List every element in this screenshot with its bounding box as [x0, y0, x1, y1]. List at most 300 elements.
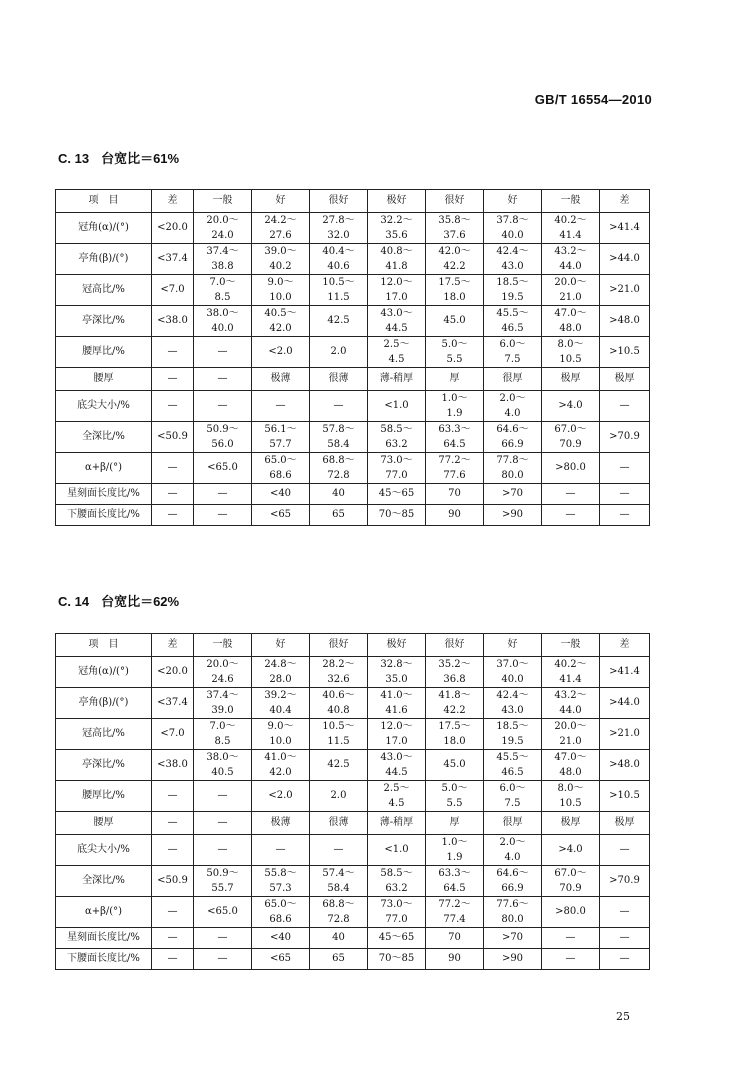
table-cell [368, 897, 426, 928]
header-cell: 很好 [310, 190, 368, 213]
table-cell [194, 688, 252, 719]
header-row [56, 190, 650, 213]
range-start: 2.0～ [499, 393, 526, 404]
range-start: 40.8～ [380, 246, 413, 257]
range-start: 12.0～ [380, 277, 413, 288]
row-label: 亭深比/% [56, 306, 152, 337]
table-cell: <37.4 [152, 244, 194, 275]
table-cell: 2.0 [310, 781, 368, 812]
table-cell [426, 866, 484, 897]
table-cell [368, 781, 426, 812]
section-heading-c13 [58, 148, 179, 167]
table-row [56, 484, 650, 505]
table-cell [426, 897, 484, 928]
range-end: 72.8 [327, 470, 350, 481]
table-cell: >10.5 [600, 781, 650, 812]
table-cell [542, 422, 600, 453]
table-cell: — [194, 928, 252, 949]
range-start: 5.0～ [441, 339, 468, 350]
table-cell [426, 275, 484, 306]
table-cell [310, 422, 368, 453]
table-cell: 70～85 [368, 505, 426, 526]
table-row [56, 928, 650, 949]
table-cell: 很薄 [310, 368, 368, 391]
table-cell: >21.0 [600, 719, 650, 750]
table-cell: 2.0 [310, 337, 368, 368]
table-cell [310, 866, 368, 897]
table-row [56, 657, 650, 688]
range-end: 40.8 [327, 705, 350, 716]
header-cell: 一般 [194, 190, 252, 213]
table-cell: — [542, 949, 600, 970]
table-cell [426, 453, 484, 484]
table-cell: — [152, 391, 194, 422]
range-end: 64.5 [443, 439, 466, 450]
table-cell [310, 897, 368, 928]
table-cell: 45.0 [426, 750, 484, 781]
range-start: 42.0～ [438, 246, 471, 257]
range-end: 80.0 [501, 470, 524, 481]
range-start: 41.0～ [380, 690, 413, 701]
table-cell [426, 781, 484, 812]
table-cell: — [152, 835, 194, 866]
range-end: 38.8 [211, 261, 234, 272]
row-label: 下腰面长度比/% [56, 949, 152, 970]
range-end: 39.0 [211, 705, 234, 716]
header-cell: 很好 [426, 190, 484, 213]
table-cell [542, 275, 600, 306]
row-label: 亭深比/% [56, 750, 152, 781]
table-cell: <65 [252, 949, 310, 970]
range-end: 43.0 [501, 705, 524, 716]
table-cell: >10.5 [600, 337, 650, 368]
header-cell: 好 [484, 190, 542, 213]
row-label: α+β/(°) [56, 453, 152, 484]
table-cell [542, 781, 600, 812]
range-end: 41.6 [385, 705, 408, 716]
range-start: 63.3～ [438, 424, 471, 435]
range-end: 19.5 [501, 736, 524, 747]
table-cell [252, 866, 310, 897]
range-end: 63.2 [385, 439, 408, 450]
table-cell [252, 453, 310, 484]
table-cell [194, 657, 252, 688]
range-start: 5.0～ [441, 783, 468, 794]
table-cell [368, 453, 426, 484]
table-cell [426, 391, 484, 422]
range-start: 1.0～ [441, 837, 468, 848]
table-cell: — [152, 897, 194, 928]
range-end: 37.6 [443, 230, 466, 241]
range-end: 57.3 [269, 883, 292, 894]
table-row [56, 306, 650, 337]
range-start: 42.4～ [496, 690, 529, 701]
table-cell: 70～85 [368, 949, 426, 970]
table-cell: 40 [310, 928, 368, 949]
range-end: 56.0 [211, 439, 234, 450]
row-label: 亭角(β)/(°) [56, 688, 152, 719]
table-cell: <2.0 [252, 337, 310, 368]
table-cell: 厚 [426, 812, 484, 835]
table-cell [542, 213, 600, 244]
range-start: 2.0～ [499, 837, 526, 848]
table-cell: — [194, 368, 252, 391]
section-title: 台宽比＝61% [101, 151, 180, 166]
range-end: 40.4 [269, 705, 292, 716]
range-start: 57.4～ [322, 868, 355, 879]
table-cell: — [600, 949, 650, 970]
range-end: 40.0 [501, 674, 524, 685]
table-cell: >41.4 [600, 213, 650, 244]
header-cell: 很好 [426, 634, 484, 657]
header-cell: 项 目 [56, 634, 152, 657]
table-row [56, 453, 650, 484]
table-cell: <20.0 [152, 213, 194, 244]
table-cell: >41.4 [600, 657, 650, 688]
range-end: 10.5 [559, 798, 582, 809]
range-start: 24.8～ [264, 659, 297, 670]
range-start: 37.0～ [496, 659, 529, 670]
range-end: 35.0 [385, 674, 408, 685]
table-cell: — [600, 453, 650, 484]
range-end: 55.7 [211, 883, 234, 894]
table-row [56, 368, 650, 391]
table-cell: — [252, 391, 310, 422]
table-cell [252, 897, 310, 928]
table-cell: — [194, 949, 252, 970]
range-end: 40.5 [211, 767, 234, 778]
table-cell: <65.0 [194, 897, 252, 928]
range-start: 37.4～ [206, 690, 239, 701]
table-cell [368, 275, 426, 306]
table-cell [368, 719, 426, 750]
range-end: 24.0 [211, 230, 234, 241]
range-start: 45.5～ [496, 752, 529, 763]
table-cell [310, 213, 368, 244]
table-cell [426, 719, 484, 750]
row-label: 冠角(α)/(°) [56, 657, 152, 688]
table-cell: 65 [310, 949, 368, 970]
table-cell: <38.0 [152, 306, 194, 337]
table-cell: <40 [252, 484, 310, 505]
table-cell: >48.0 [600, 750, 650, 781]
table-cell: >70 [484, 928, 542, 949]
row-label: 腰厚比/% [56, 337, 152, 368]
table-cell [194, 213, 252, 244]
header-cell: 差 [600, 634, 650, 657]
range-start: 37.8～ [496, 215, 529, 226]
range-end: 27.6 [269, 230, 292, 241]
range-end: 40.2 [269, 261, 292, 272]
table-cell: — [194, 391, 252, 422]
table-cell [484, 781, 542, 812]
range-end: 68.6 [269, 470, 292, 481]
range-start: 58.5～ [380, 424, 413, 435]
table-cell: — [194, 484, 252, 505]
range-start: 24.2～ [264, 215, 297, 226]
range-end: 21.0 [559, 292, 582, 303]
table-cell [484, 750, 542, 781]
table-cell [484, 453, 542, 484]
range-start: 40.2～ [554, 215, 587, 226]
table-row [56, 949, 650, 970]
table-cell: 很厚 [484, 368, 542, 391]
table-cell: 45～65 [368, 484, 426, 505]
range-start: 10.5～ [322, 277, 355, 288]
table-cell: >70.9 [600, 422, 650, 453]
range-end: 46.5 [501, 323, 524, 334]
table-cell: 极厚 [542, 812, 600, 835]
range-start: 17.5～ [438, 721, 471, 732]
table-cell: — [194, 835, 252, 866]
range-start: 39.0～ [264, 246, 297, 257]
range-end: 42.2 [443, 705, 466, 716]
table-cell: 90 [426, 949, 484, 970]
range-end: 57.7 [269, 439, 292, 450]
row-label: 腰厚 [56, 812, 152, 835]
range-start: 47.0～ [554, 752, 587, 763]
range-start: 77.2～ [438, 455, 471, 466]
header-cell: 差 [152, 190, 194, 213]
table-cell: 42.5 [310, 306, 368, 337]
range-start: 35.2～ [438, 659, 471, 670]
table-cell [484, 213, 542, 244]
range-end: 58.4 [327, 883, 350, 894]
table-cell: — [542, 484, 600, 505]
range-start: 17.5～ [438, 277, 471, 288]
range-end: 1.9 [446, 408, 463, 419]
table-cell [310, 688, 368, 719]
range-start: 38.0～ [206, 308, 239, 319]
range-end: 42.0 [269, 767, 292, 778]
table-cell: <7.0 [152, 275, 194, 306]
table-row [56, 391, 650, 422]
grading-table-c13 [55, 189, 650, 526]
table-cell [194, 244, 252, 275]
table-row [56, 781, 650, 812]
table-row [56, 505, 650, 526]
range-end: 58.4 [327, 439, 350, 450]
range-end: 66.9 [501, 883, 524, 894]
table-cell: 极薄 [252, 812, 310, 835]
range-start: 40.5～ [264, 308, 297, 319]
range-end: 63.2 [385, 883, 408, 894]
table-cell: 90 [426, 505, 484, 526]
table-cell [368, 866, 426, 897]
table-cell [484, 244, 542, 275]
table-cell: 45.0 [426, 306, 484, 337]
table-cell: — [152, 928, 194, 949]
table-cell [542, 719, 600, 750]
table-cell: 很厚 [484, 812, 542, 835]
range-end: 4.5 [388, 354, 405, 365]
table-cell: >70 [484, 484, 542, 505]
range-start: 39.2～ [264, 690, 297, 701]
header-cell: 一般 [542, 634, 600, 657]
row-label: 全深比/% [56, 422, 152, 453]
row-label: 底尖大小/% [56, 391, 152, 422]
table-row [56, 275, 650, 306]
row-label: 全深比/% [56, 866, 152, 897]
range-end: 4.0 [504, 852, 521, 863]
table-cell: 42.5 [310, 750, 368, 781]
range-start: 68.8～ [322, 455, 355, 466]
table-cell [194, 306, 252, 337]
section-heading-c14 [58, 591, 179, 610]
table-cell [310, 719, 368, 750]
table-cell: — [152, 337, 194, 368]
table-cell: — [152, 484, 194, 505]
range-start: 41.0～ [264, 752, 297, 763]
range-start: 18.5～ [496, 721, 529, 732]
table-row [56, 337, 650, 368]
range-end: 70.9 [559, 883, 582, 894]
table-cell [194, 422, 252, 453]
table-cell [484, 835, 542, 866]
range-end: 17.0 [385, 292, 408, 303]
range-start: 7.0～ [209, 721, 236, 732]
range-start: 42.4～ [496, 246, 529, 257]
range-start: 12.0～ [380, 721, 413, 732]
range-start: 40.4～ [322, 246, 355, 257]
range-start: 77.8～ [496, 455, 529, 466]
range-start: 73.0～ [380, 455, 413, 466]
range-end: 5.5 [446, 798, 463, 809]
row-label: 冠角(α)/(°) [56, 213, 152, 244]
table-cell [252, 719, 310, 750]
range-end: 35.6 [385, 230, 408, 241]
range-end: 68.6 [269, 914, 292, 925]
range-start: 63.3～ [438, 868, 471, 879]
table-row [56, 866, 650, 897]
range-end: 44.5 [385, 767, 408, 778]
range-end: 7.5 [504, 798, 521, 809]
range-end: 43.0 [501, 261, 524, 272]
range-end: 77.4 [443, 914, 466, 925]
table-cell [484, 422, 542, 453]
table-cell [484, 391, 542, 422]
table-cell: <50.9 [152, 866, 194, 897]
table-cell: 极厚 [542, 368, 600, 391]
table-cell: — [194, 781, 252, 812]
table-cell: — [194, 505, 252, 526]
range-end: 10.0 [269, 292, 292, 303]
range-end: 8.5 [214, 736, 231, 747]
range-end: 42.0 [269, 323, 292, 334]
range-start: 77.6～ [496, 899, 529, 910]
header-row [56, 634, 650, 657]
row-label: 冠高比/% [56, 719, 152, 750]
table-cell [484, 306, 542, 337]
range-end: 11.5 [327, 736, 350, 747]
range-start: 57.8～ [322, 424, 355, 435]
range-start: 67.0～ [554, 868, 587, 879]
range-start: 28.2～ [322, 659, 355, 670]
range-end: 19.5 [501, 292, 524, 303]
range-end: 48.0 [559, 323, 582, 334]
table-cell: >90 [484, 505, 542, 526]
table-cell [368, 688, 426, 719]
range-end: 40.0 [211, 323, 234, 334]
range-end: 8.5 [214, 292, 231, 303]
range-end: 17.0 [385, 736, 408, 747]
row-label: 腰厚比/% [56, 781, 152, 812]
range-start: 45.5～ [496, 308, 529, 319]
range-end: 77.0 [385, 914, 408, 925]
table-cell: <2.0 [252, 781, 310, 812]
table-cell [194, 719, 252, 750]
range-end: 7.5 [504, 354, 521, 365]
table-cell: — [152, 368, 194, 391]
range-end: 41.8 [385, 261, 408, 272]
table-cell: >48.0 [600, 306, 650, 337]
table-cell [368, 657, 426, 688]
row-label: α+β/(°) [56, 897, 152, 928]
table-cell [542, 688, 600, 719]
header-cell: 极好 [368, 190, 426, 213]
table-cell [542, 306, 600, 337]
table-cell: <38.0 [152, 750, 194, 781]
table-cell [542, 866, 600, 897]
table-cell: — [600, 897, 650, 928]
range-start: 40.2～ [554, 659, 587, 670]
table-cell: >44.0 [600, 244, 650, 275]
table-cell: 极厚 [600, 812, 650, 835]
table-cell [426, 688, 484, 719]
range-end: 10.5 [559, 354, 582, 365]
table-cell: 薄-稍厚 [368, 812, 426, 835]
range-start: 67.0～ [554, 424, 587, 435]
range-start: 50.9～ [206, 424, 239, 435]
table-cell [252, 213, 310, 244]
table-cell [426, 337, 484, 368]
section-title: 台宽比＝62% [101, 594, 180, 609]
header-cell: 很好 [310, 634, 368, 657]
header-cell: 好 [252, 634, 310, 657]
range-start: 2.5～ [383, 339, 410, 350]
range-start: 77.2～ [438, 899, 471, 910]
table-cell [426, 213, 484, 244]
range-start: 38.0～ [206, 752, 239, 763]
table-cell: <40 [252, 928, 310, 949]
table-cell: <50.9 [152, 422, 194, 453]
table-cell [426, 422, 484, 453]
table-cell [252, 688, 310, 719]
table-cell: 45～65 [368, 928, 426, 949]
row-label: 下腰面长度比/% [56, 505, 152, 526]
range-start: 68.8～ [322, 899, 355, 910]
table-cell: — [600, 484, 650, 505]
table-cell [368, 750, 426, 781]
table-cell: >80.0 [542, 453, 600, 484]
table-cell [368, 244, 426, 275]
header-cell: 一般 [194, 634, 252, 657]
table-cell: — [252, 835, 310, 866]
range-end: 70.9 [559, 439, 582, 450]
range-start: 73.0～ [380, 899, 413, 910]
table-cell: >44.0 [600, 688, 650, 719]
range-end: 40.6 [327, 261, 350, 272]
range-end: 10.0 [269, 736, 292, 747]
table-cell: — [152, 453, 194, 484]
range-end: 80.0 [501, 914, 524, 925]
page-number: 25 [616, 1010, 630, 1023]
table-cell [194, 866, 252, 897]
table-cell: — [542, 928, 600, 949]
range-end: 21.0 [559, 736, 582, 747]
range-start: 2.5～ [383, 783, 410, 794]
row-label: 星刻面长度比/% [56, 484, 152, 505]
